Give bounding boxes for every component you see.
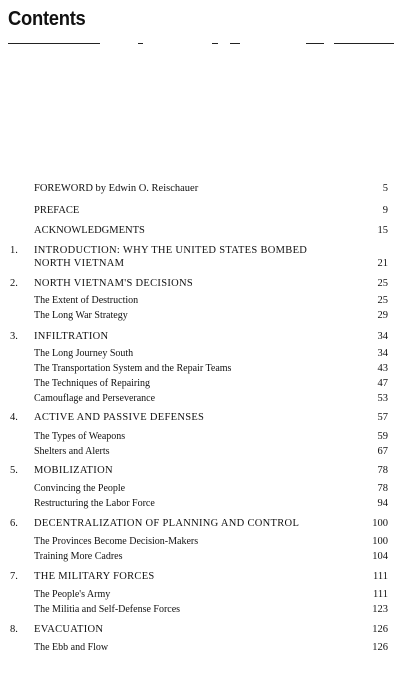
section-page: 111: [373, 589, 388, 600]
page-title: Contents: [8, 8, 86, 30]
section-page: 67: [377, 446, 388, 457]
chapter-number: 3.: [10, 331, 18, 342]
chapter-number: 5.: [10, 465, 18, 476]
chapter-page: 25: [377, 278, 388, 289]
entry-page: 15: [377, 225, 388, 236]
section-page: 104: [372, 551, 388, 562]
section-title: The Long War Strategy: [34, 310, 128, 321]
section-title: Shelters and Alerts: [34, 446, 110, 457]
chapter-title-line: INTRODUCTION: WHY THE UNITED STATES BOMBED: [34, 245, 308, 256]
section-page: 126: [372, 642, 388, 653]
section-title: Convincing the People: [34, 483, 126, 494]
chapter-title: ACTIVE AND PASSIVE DEFENSES: [34, 412, 205, 423]
chapter-title: INFILTRATION: [34, 331, 109, 342]
section-page: 53: [377, 393, 388, 404]
section-title: The Ebb and Flow: [34, 642, 109, 653]
chapter-number: 4.: [10, 412, 18, 423]
section-title: The Types of Weapons: [34, 431, 126, 442]
entry-page: 9: [382, 205, 388, 216]
chapter-page: 111: [373, 571, 388, 582]
entry-page: 5: [382, 183, 388, 194]
section-title: Training More Cadres: [34, 551, 123, 562]
chapter-number: 7.: [10, 571, 18, 582]
section-title: The Extent of Destruction: [34, 295, 139, 306]
chapter-number: 8.: [10, 624, 18, 635]
section-title: The People's Army: [34, 589, 111, 600]
chapter-page: 21: [377, 258, 388, 269]
chapter-title: DECENTRALIZATION OF PLANNING AND CONTROL: [34, 518, 300, 529]
chapter-title-line: NORTH VIETNAM: [34, 258, 125, 269]
chapter-title: EVACUATION: [34, 624, 104, 635]
section-page: 94: [377, 498, 388, 509]
chapter-number: 2.: [10, 278, 18, 289]
section-page: 29: [377, 310, 388, 321]
section-title: Camouflage and Perseverance: [34, 393, 156, 404]
chapter-title: NORTH VIETNAM'S DECISIONS: [34, 278, 194, 289]
section-page: 59: [377, 431, 388, 442]
entry-title: FOREWORD by Edwin O. Reischauer: [34, 183, 199, 194]
section-page: 78: [377, 483, 388, 494]
chapter-page: 57: [377, 412, 388, 423]
chapter-title: [34, 244, 307, 270]
section-page: 123: [372, 604, 388, 615]
chapter-number: 1.: [10, 245, 18, 256]
chapter-page: 78: [377, 465, 388, 476]
section-title: The Militia and Self-Defense Forces: [34, 604, 181, 615]
entry-title: PREFACE: [34, 205, 80, 216]
chapter-title: THE MILITARY FORCES: [34, 571, 155, 582]
section-page: 47: [377, 378, 388, 389]
section-title: The Transportation System and the Repair Teams: [34, 363, 232, 374]
section-page: 25: [377, 295, 388, 306]
section-page: 34: [377, 348, 388, 359]
section-title: The Provinces Become Decision-Makers: [34, 536, 199, 547]
chapter-title: MOBILIZATION: [34, 465, 113, 476]
section-page: 100: [372, 536, 388, 547]
section-title: The Long Journey South: [34, 348, 134, 359]
chapter-number: 6.: [10, 518, 18, 529]
chapter-page: 34: [377, 331, 388, 342]
entry-title: ACKNOWLEDGMENTS: [34, 225, 145, 236]
section-title: The Techniques of Repairing: [34, 378, 151, 389]
section-page: 43: [377, 363, 388, 374]
chapter-page: 126: [372, 624, 388, 635]
chapter-page: 100: [372, 518, 388, 529]
section-title: Restructuring the Labor Force: [34, 498, 155, 509]
